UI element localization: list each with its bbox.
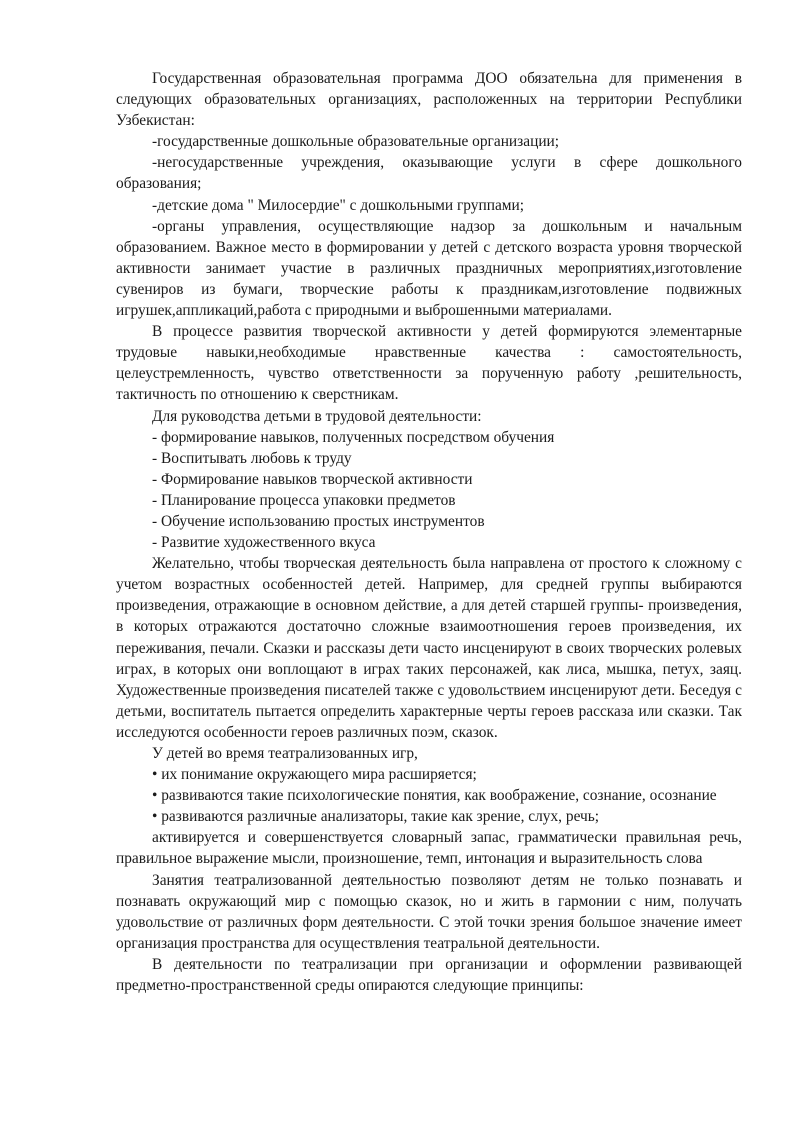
paragraph-labor-guidance: Для руководства детьми в трудовой деятельности: [152,407,482,425]
list-item-art-taste: - Развитие художественного вкуса [152,534,376,552]
paragraph-simple-to-complex: Желательно, чтобы творческая деятельность была направлена от простого к сложному с учетом возрастных особенностей детей. Например, для средней группы выбираются произведения, отражающие в основном действие, а для детей старшей группы- произведения, в которых отражаются достаточно сложные взаимоотношения героев произведения, их переживания, печали. Сказки и рассказы дети часто инсценируют в своих творческих ролевых играх, в которых они воплощают в играх таких персонажей, как лиса, мышка, петух, заяц. Художественные произведения писателей также с удовольствием инсценируют дети. Беседуя с детьми, воспитатель пытается определить характерные черты героев рассказа или сказки. Так исследуются особенности героев различных поэм, сказок. [116,555,742,741]
paragraph-governing-bodies: -органы управления, осуществляющие надзор за дошкольным и начальным образованием. Важное место в формировании у детей с детского возраста уровня творческой активности занимает участие в различных праздничных мероприятиях,изготовление сувениров из бумаги, творческие работы к праздникам,изготовление подвижных игрушек,аппликаций,работа с природными и выброшенными материалами. [116,217,742,320]
list-item-state-preschool: -государственные дошкольные образовательные организации; [152,133,560,151]
paragraph-theatrical-classes: Занятия театрализованной деятельностью позволяют детям не только познавать и познавать окружающий мир с помощью сказок, но и жить в гармонии с ним, получать удовольствие от различных форм деятельности. С этой точки зрения большое значение имеет организация пространства для осуществления театральной деятельности. [116,871,742,952]
list-item-creative-skills: - Формирование навыков творческой активности [152,470,473,488]
list-item-skills: - формирование навыков, полученных посредством обучения [152,428,555,446]
list-item-love-work: - Воспитывать любовь к труду [152,449,352,467]
paragraph-vocabulary: активируется и совершенствуется словарный запас, грамматически правильная речь, правильное выражение мысли, произношение, темп, интонация и выразительность слова [116,829,742,868]
paragraph-principles: В деятельности по театрализации при организации и оформлении развивающей предметно-пространственной среды опираются следующие принципы: [116,955,742,995]
paragraph-creative-activity: В процессе развития творческой активности у детей формируются элементарные трудовые навыки,необходимые нравственные качества : самостоятельность, целеустремленность, чувство ответственности за порученную работу ,решительность, тактичность по отношению к сверстникам. [116,323,742,404]
list-item-non-state: -негосударственные учреждения, оказывающие услуги в сфере дошкольного образования; [116,154,742,193]
paragraph-intro: Государственная образовательная программа ДОО обязательна для применения в следующих образовательных организациях, расположенных на территории Республики Узбекистан: [116,70,742,130]
list-item-packing: - Планирование процесса упаковки предметов [152,491,456,509]
bullet-world-understanding: • их понимание окружающего мира расширяется; [152,766,477,784]
paragraph-theatrical-games: У детей во время театрализованных игр, [152,745,418,762]
document-page [116,68,742,996]
bullet-analyzers: • развиваются различные анализаторы, такие как зрение, слух, речь; [152,808,600,826]
bullet-psychological-concepts: • развиваются такие психологические понятия, как воображение, сознание, осознание [152,787,717,805]
list-item-orphanages: -детские дома " Милосердие" с дошкольными группами; [152,196,525,214]
list-item-tools: - Обучение использованию простых инструментов [152,512,485,530]
